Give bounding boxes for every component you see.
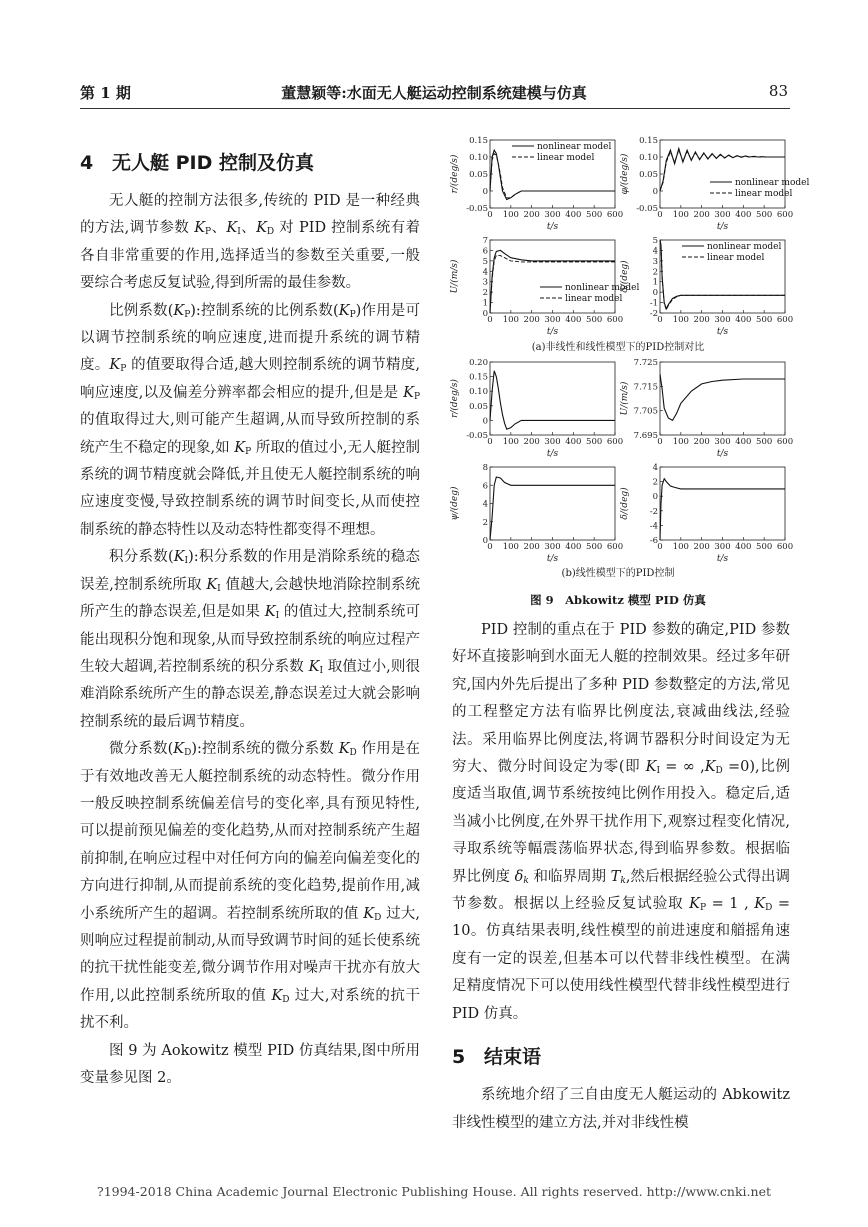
legend-label: linear model [537,153,595,163]
x-tick-label: 600 [606,210,624,220]
pid-tuning-paragraph: PID 控制的重点在于 PID 参数的确定,PID 参数好坏直接影响到水面无人艇的控制效果。经过多年研究,国内外先后提出了多种 PID 参数整定的方法,常见的工程整定方法有临界比例度法,衰减曲线法,经验法。采用临界比例度法,将调节器积分时间设定为无穷大、微分时间设定为零(即 $K_I$ = ∞ $,K_D =0$),比例度适当取值,调节系统按纯比例作用投入。稳定后,适当减小比例度,在外界干扰作用下,观察过程变化情况,寻取系统等幅震荡临界状态,得到临界参数。根据临界比例度 $\delta_k$ 和临界周期 $T_k$,然后根据经验公式得出调节参数。根据以上经验反复试验取 $K_P = 1$ , $K_D = 10$。仿真结果表明,线性模型的前进速度和艏摇角速度有一定的误差,但基本可以代替非线性模型。在满足精度情况下可以使用线性模型代替非线性模型进行 PID 仿真。 [452,622,791,1022]
y-tick-label: 1 [482,298,488,309]
x-tick-label: 300 [714,210,731,220]
section-5-title: 结束语 [484,1046,542,1069]
x-tick-label: 400 [565,437,582,447]
section-4-body [80,188,420,1092]
section-4-paragraph: 无人艇的控制方法很多,传统的 PID 是一种经典的方法,调节参数 $K_P$、$K_I$、$K_D$ 对 PID 控制系统有着各自非常重要的作用,选择适当的参数至关重要,一般要综合考虑反复试验,得到所需的最佳参数。 [80,193,421,292]
y-axis-label: δ/(deg) [620,487,630,520]
y-tick-label: 6 [482,246,488,257]
x-tick-label: 200 [523,315,540,325]
y-tick-label: 4 [652,246,658,257]
caption-a: (a)非线性和线性模型下的PID控制对比 [531,342,705,353]
chart-b3-heading [448,459,623,564]
x-tick-label: 400 [735,315,752,325]
y-tick-label: -0.05 [466,204,488,214]
journal-issue: 第 1 期 [80,84,131,102]
y-tick-label: 2 [482,517,488,528]
y-tick-label: 7 [482,236,488,246]
section-4-paragraph: 微分系数$(K_D)$:控制系统的微分系数 $K_D$ 作用是在于有效地改善无人艇控制系统的动态特性。微分作用一般反映控制系统偏差信号的变化率,具有预见特性,可以提前预见偏差的变化趋势,从而对控制系统产生超前抑制,在响应过程中对任何方向的偏差向偏差变化的方向进行抑制,从而提前系统的变化趋势,提前作用,减小系统所产生的超调。若控制系统所取的值 $K_D$ 过大,则响应过程提前制动,从而导致调节时间的延长使系统的抗干扰性能变差,微分调节作用对噪声干扰亦有放大作用,以此控制系统所取的值 $K_D$ 过大,对系统的抗干扰不利。 [80,741,421,1032]
legend-label: nonlinear model [707,242,782,252]
y-tick-label: -4 [649,521,658,532]
x-axis-label: t/s [716,222,729,232]
y-tick-label: 2 [652,267,658,278]
x-tick-label: 200 [523,437,540,447]
x-axis-label: t/s [716,449,729,459]
x-tick-label: 400 [565,210,582,220]
x-axis-label: t/s [546,327,559,337]
x-tick-label: 500 [586,542,603,552]
left-column [80,148,420,1092]
y-tick-label: 0.15 [639,136,658,146]
y-tick-label: 0.05 [639,170,658,180]
x-tick-label: 400 [735,437,752,447]
chart-a1-yaw-rate [448,132,623,232]
x-tick-label: 600 [776,542,794,552]
y-tick-label: 4 [482,267,488,278]
page-number: 83 [768,82,788,100]
y-tick-label: 8 [482,463,488,473]
y-tick-label: 0 [482,536,488,546]
x-tick-label: 100 [502,542,519,552]
y-tick-label: -2 [649,506,658,517]
running-title: 董慧颖等:水面无人艇运动控制系统建模与仿真 [281,84,587,102]
x-tick-label: 0 [487,542,493,552]
y-axis-label: δ/(deg) [620,260,630,293]
y-tick-label: 2 [652,477,658,488]
y-tick-label: 3 [652,256,658,267]
series-line [490,371,615,429]
y-tick-label: 7.725 [633,358,658,368]
series-line [490,477,615,540]
section-4-heading [80,148,420,188]
y-tick-label: -6 [649,536,658,546]
chart-a4-rudder [618,232,793,337]
y-tick-label: 0 [652,492,658,503]
y-tick-label: 0.10 [639,153,658,163]
x-tick-label: 400 [565,315,582,325]
chart-b4-rudder [618,459,793,564]
y-tick-label: 0.15 [469,136,488,146]
y-tick-label: 3 [482,277,488,288]
right-column [452,617,790,1137]
x-tick-label: 400 [565,542,582,552]
x-tick-label: 100 [502,315,519,325]
x-tick-label: 0 [657,437,663,447]
x-tick-label: 0 [657,315,663,325]
x-tick-label: 100 [672,315,689,325]
section-4-title: 无人艇 PID 控制及仿真 [112,152,314,174]
y-tick-label: 5 [482,256,488,267]
y-tick-label: 7.715 [633,382,658,393]
x-tick-label: 0 [487,315,493,325]
y-tick-label: -2 [649,309,658,319]
chart-a2-roll-rate [618,132,810,232]
x-tick-label: 100 [672,210,689,220]
legend-label: linear model [707,253,765,263]
y-tick-label: 0.05 [469,401,488,412]
legend-label: nonlinear model [735,178,810,188]
plot-frame [660,467,785,540]
x-tick-label: 100 [502,210,519,220]
y-axis-label: ψ/(deg) [450,486,460,521]
legend-label: linear model [735,189,793,199]
x-tick-label: 200 [693,210,710,220]
section-4-paragraph: 积分系数$(K_I)$:积分系数的作用是消除系统的稳态误差,控制系统所取 $K_I$ 值越大,会越快地消除控制系统所产生的静态误差,但是如果 $K_I$ 的值过大,控制系统可能出现积分饱和现象,从而导致控制系统的响应过程产生较大超调,若控制系统的积分系数 $K_I$ 取值过小,则很难消除系统所产生的静态误差,静态误差过大就会影响控制系统的最后调节精度。 [80,549,421,730]
x-tick-label: 400 [735,210,752,220]
caption-b: (b)线性模型下的PID控制 [561,568,675,579]
y-axis-label: U/(m/s) [620,381,630,416]
x-tick-label: 600 [606,315,624,325]
section-5-heading [452,1042,790,1082]
y-axis-label: r/(deg/s) [450,154,460,194]
x-tick-label: 500 [586,210,603,220]
x-tick-label: 600 [776,315,794,325]
x-tick-label: 200 [693,542,710,552]
y-tick-label: 0 [652,187,658,197]
x-tick-label: 300 [714,437,731,447]
x-axis-label: t/s [716,327,729,337]
x-tick-label: 600 [776,210,794,220]
chart-b2-speed [618,354,793,459]
x-tick-label: 300 [544,542,561,552]
x-axis-label: t/s [546,222,559,232]
x-tick-label: 100 [502,437,519,447]
x-tick-label: 300 [544,437,561,447]
figure-9 [448,132,810,612]
section-4-number: 4 [80,152,94,174]
x-axis-label: t/s [716,554,729,564]
y-tick-label: 4 [482,499,488,510]
legend-label: nonlinear model [565,283,640,293]
x-tick-label: 0 [487,437,493,447]
figure-title: 图 9 Abkowitz 模型 PID 仿真 [530,593,706,607]
x-tick-label: 100 [672,437,689,447]
y-tick-label: 0 [482,309,488,319]
x-tick-label: 300 [714,315,731,325]
y-axis-label: φ/(deg/s) [620,153,630,195]
y-axis-label: r/(deg/s) [450,379,460,418]
x-tick-label: 300 [544,315,561,325]
y-tick-label: 0.05 [469,170,488,180]
y-tick-label: 0.20 [469,358,488,368]
y-axis-label: U/(m/s) [450,259,460,294]
x-tick-label: 100 [672,542,689,552]
x-tick-label: 200 [523,210,540,220]
y-tick-label: 0 [482,187,488,197]
x-tick-label: 200 [693,437,710,447]
x-tick-label: 500 [756,542,773,552]
header-rule [80,108,790,109]
section-4-paragraph: 图 9 为 Aokowitz 模型 PID 仿真结果,图中所用变量参见图 2。 [80,1042,420,1086]
y-tick-label: 0 [482,416,488,427]
x-tick-label: 400 [735,542,752,552]
y-tick-label: 4 [652,463,658,473]
x-tick-label: 600 [606,437,624,447]
series-line [660,374,785,420]
y-tick-label: 0.10 [469,387,488,398]
y-tick-label: -0.05 [636,204,658,214]
section-4-paragraph: 比例系数$(K_P)$:控制系统的比例系数$(K_P)$作用是可以调节控制系统的响应速度,进而提升系统的调节精度。$K_P$ 的值要取得合适,越大则控制系统的调节精度,响应速度,以及偏差分辨率都会相应的提升,但是是 $K_P$ 的值取得过大,则可能产生超调,从而导致所控制的系统产生不稳定的现象,如 $K_P$ 所取的值过小,无人艇控制系统的调节精度就会降低,并且使无人艇控制系统的响应速度变慢,导致控制系统的调节时间变长,从而使控制系统的静态特性以及动态特性都变得不理想。 [80,302,421,538]
x-tick-label: 500 [756,210,773,220]
x-tick-label: 0 [657,542,663,552]
plot-frame [490,362,615,435]
x-tick-label: 600 [606,542,624,552]
x-tick-label: 500 [756,437,773,447]
section-5-number: 5 [452,1046,466,1069]
x-axis-label: t/s [546,449,559,459]
y-tick-label: 7.705 [633,406,658,417]
legend-label: linear model [565,294,623,304]
copyright-footer: ?1994-2018 China Academic Journal Electronic Publishing House. All rights reserved. http://www.cnki.net [97,1184,771,1199]
y-tick-label: 0.15 [469,372,488,383]
plot-frame [660,362,785,435]
y-tick-label: 7.695 [633,431,658,441]
x-tick-label: 200 [693,315,710,325]
y-tick-label: -0.05 [466,431,488,441]
legend-label: nonlinear model [537,142,612,152]
x-axis-label: t/s [546,554,559,564]
x-tick-label: 500 [586,315,603,325]
y-tick-label: 0.10 [469,153,488,163]
x-tick-label: 600 [776,437,794,447]
y-tick-label: 1 [652,277,658,288]
x-tick-label: 200 [523,542,540,552]
y-tick-label: 6 [482,481,488,492]
conclusion-paragraph: 系统地介绍了三自由度无人艇运动的 Abkowitz 非线性模型的建立方法,并对非线性模 [452,1087,790,1131]
series-line [660,479,785,540]
x-tick-label: 0 [657,210,663,220]
chart-b1-yaw-rate [448,354,623,459]
y-tick-label: 2 [482,288,488,299]
y-tick-label: 0 [652,288,658,299]
x-tick-label: 300 [544,210,561,220]
x-tick-label: 500 [756,315,773,325]
y-tick-label: 5 [652,236,658,246]
x-tick-label: 500 [586,437,603,447]
x-tick-label: 300 [714,542,731,552]
x-tick-label: 0 [487,210,493,220]
y-tick-label: -1 [649,298,658,309]
plot-frame [490,467,615,540]
